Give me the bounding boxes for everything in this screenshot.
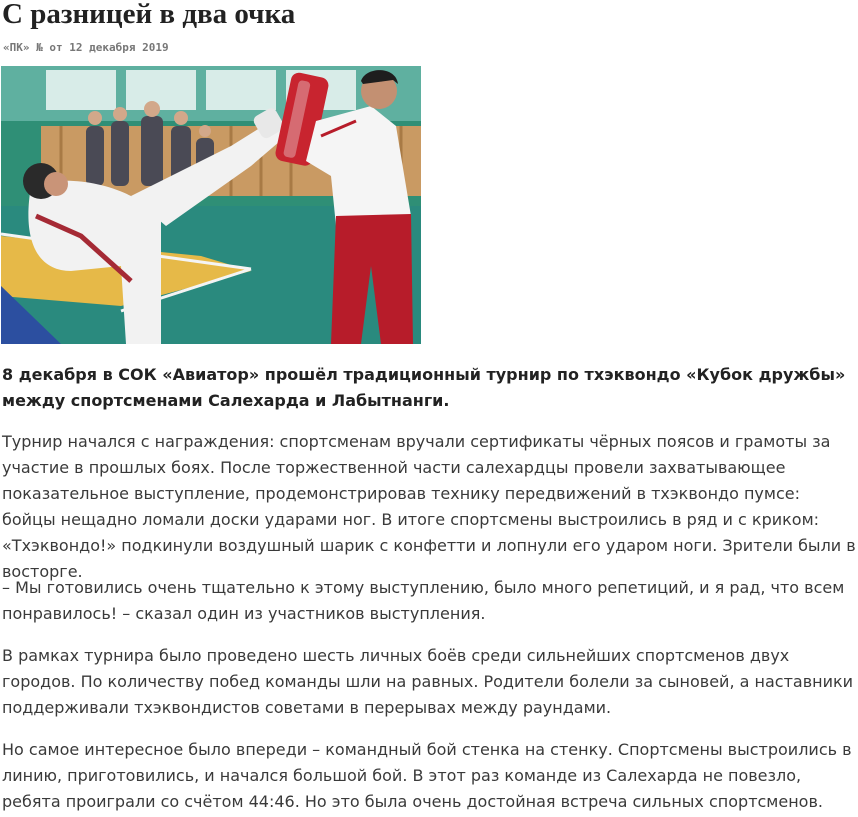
article-paragraph: Но самое интересное было впереди – командный бой стенка на стенку. Спортсмены выстроились в линию, приготовились, и начался большой бой. В этот раз команде из Салехарда не повезло, ребята проиграли со счётом 44:46. Но это была очень достойная встреча сильных спортсменов. [2,740,852,811]
article-paragraph: – Мы готовились очень тщательно к этому выступлению, было много репетиций, и я рад, что всем понравилось! – сказал один из участников выступления. [2,578,845,623]
article-photo [1,66,421,344]
article-paragraph: В рамках турнира было проведено шесть личных боёв среди сильнейших спортсменов двух городов. По количеству побед команды шли на равных. Родители болели за сыновей, а наставники поддерживали тхэквондистов советами в перерывах между раундами. [2,646,854,717]
article-meta: «ПК» № от 12 декабря 2019 [3,41,169,54]
article-lead: 8 декабря в СОК «Авиатор» прошёл традиционный турнир по тхэквондо «Кубок дружбы» между спортсменами Салехарда и Лабытнанги. [2,365,846,410]
article-paragraph: Турнир начался с награждения: спортсменам вручали сертификаты чёрных поясов и грамоты за участие в прошлых боях. После торжественной части салехардцы провели захватывающее показательное выступление, продемонстрировав технику передвижений в тхэквондо пумсе: бойцы нещадно ломали доски ударами ног. В итоге спортсмены выстроились в ряд и с криком: «Тхэквондо!» подкинули воздушный шарик с конфетти и лопнули его ударом ноги. Зрители были в восторге. [2,432,856,581]
article-title: С разницей в два очка [2,0,296,30]
